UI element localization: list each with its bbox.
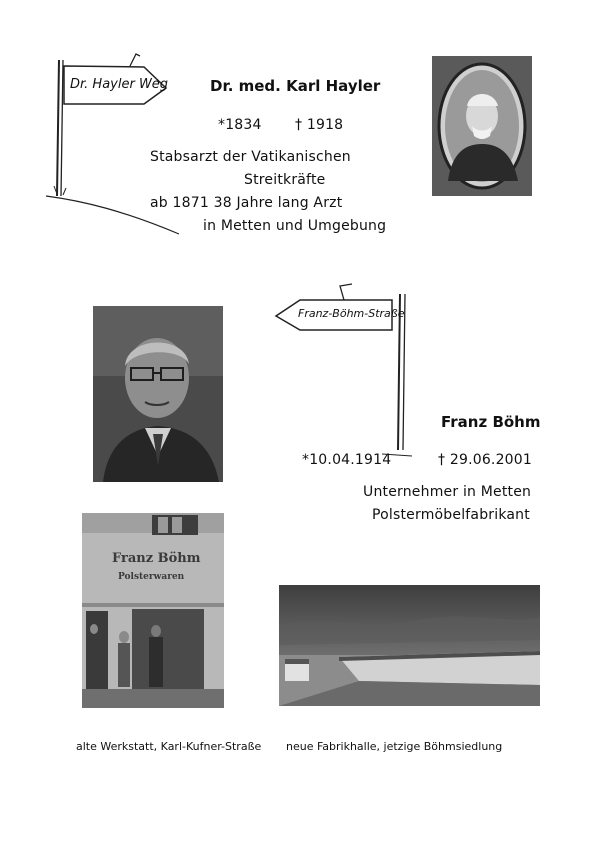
portrait-karl-hayler <box>432 56 532 196</box>
death-boehm: † 29.06.2001 <box>438 452 533 468</box>
birth-boehm: *10.04.1914 <box>302 452 392 468</box>
photo-new-factory-hall <box>279 585 540 706</box>
sign-hayler-weg: Dr. Hayler Weg <box>70 77 169 92</box>
name-franz-boehm: Franz Böhm <box>441 413 541 431</box>
hayler-text-line3: ab 1871 38 Jahre lang Arzt <box>150 195 343 211</box>
hayler-text-line1: Stabsarzt der Vatikanischen <box>150 149 351 165</box>
boehm-text-line1: Unternehmer in Metten <box>363 484 532 500</box>
workshop-sign-line2: Polsterwaren <box>118 572 185 582</box>
boehm-text-line2: Polstermöbelfabrikant <box>372 507 530 523</box>
caption-new-factory-hall: neue Fabrikhalle, jetzige Böhmsiedlung <box>286 740 503 753</box>
sign-franz-boehm-strasse: Franz-Böhm-Straße <box>298 307 405 320</box>
death-hayler: † 1918 <box>295 117 344 133</box>
photo-old-workshop <box>82 513 224 708</box>
caption-old-workshop: alte Werkstatt, Karl-Kufner-Straße <box>76 740 262 753</box>
name-karl-hayler: Dr. med. Karl Hayler <box>210 77 381 95</box>
hayler-text-line2: Streitkräfte <box>244 172 326 188</box>
hayler-text-line4: in Metten und Umgebung <box>203 218 387 234</box>
portrait-franz-boehm <box>93 306 223 482</box>
birth-hayler: *1834 <box>218 117 262 133</box>
workshop-sign-line1: Franz Böhm <box>112 551 201 566</box>
